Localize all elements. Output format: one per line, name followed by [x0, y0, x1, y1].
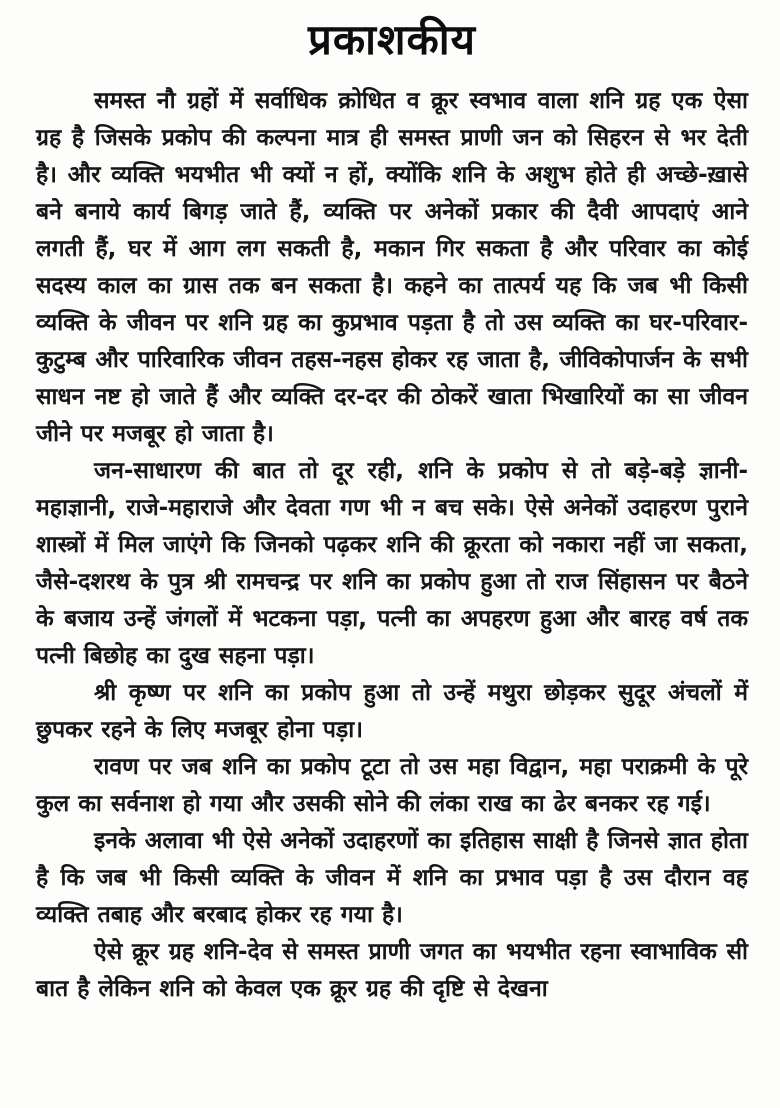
paragraph: समस्त नौ ग्रहों में सर्वाधिक क्रोधित व क्रूर स्वभाव वाला शनि ग्रह एक ऐसा ग्रह है जिसके प्रकोप की कल्पना मात्र ही समस्त प्राणी जन को सिहरन से भर देती है। और व्यक्ति भयभीत भी क्यों न हों, क्योंकि शनि के अशुभ होते ही अच्छे-ख़ासे बने बनाये कार्य बिगड़ जाते हैं, व्यक्ति पर अनेकों प्रकार की दैवी आपदाएं आने लगती हैं, घर में आग लग सकती है, मकान गिर सकता है और परिवार का कोई सदस्य काल का ग्रास तक बन सकता है। कहने का तात्पर्य यह कि जब भी किसी व्यक्ति के जीवन पर शनि ग्रह का कुप्रभाव पड़ता है तो उस व्यक्ति का घर-परिवार-कुटुम्ब और पारिवारिक जीवन तहस-नहस होकर रह जाता है, जीविकोपार्जन के सभी साधन नष्ट हो जाते हैं और व्यक्ति दर-दर की ठोकरें खाता भिखारियों का सा जीवन जीने पर मजबूर हो जाता है। — [36, 88, 748, 447]
paragraph: जन-साधारण की बात तो दूर रही, शनि के प्रकोप से तो बड़े-बड़े ज्ञानी-महाज्ञानी, राजे-महाराजे और देवता गण भी न बच सके। ऐसे अनेकों उदाहरण पुराने शास्त्रों में मिल जाएंगे कि जिनको पढ़कर शनि की क्रूरता को नकारा नहीं जा सकता, जैसे-दशरथ के पुत्र श्री रामचन्द्र पर शनि का प्रकोप हुआ तो राज सिंहासन पर बैठने के बजाय उन्हें जंगलों में भटकना पड़ा, पत्नी का अपहरण हुआ और बारह वर्ष तक पत्नी बिछोह का दुख सहना पड़ा। — [36, 458, 748, 669]
paragraph: इनके अलावा भी ऐसे अनेकों उदाहरणों का इतिहास साक्षी है जिनसे ज्ञात होता है कि जब भी किसी व्यक्ति के जीवन में शनि का प्रभाव पड़ा है उस दौरान वह व्यक्ति तबाह और बरबाद होकर रह गया है। — [36, 828, 748, 928]
page-title: प्रकाशकीय — [307, 15, 477, 64]
paragraph: रावण पर जब शनि का प्रकोप टूटा तो उस महा विद्वान, महा पराक्रमी के पूरे कुल का सर्वनाश हो गया और उसकी सोने की लंका राख का ढेर बनकर रह गई। — [36, 754, 748, 817]
paragraph: ऐसे क्रूर ग्रह शनि-देव से समस्त प्राणी जगत का भयभीत रहना स्वाभाविक सी बात है लेकिन शनि को केवल एक क्रूर ग्रह की दृष्टि से देखना — [36, 939, 748, 1002]
paragraph: श्री कृष्ण पर शनि का प्रकोप हुआ तो उन्हें मथुरा छोड़कर सुदूर अंचलों में छुपकर रहने के लिए मजबूर होना पड़ा। — [36, 680, 748, 743]
